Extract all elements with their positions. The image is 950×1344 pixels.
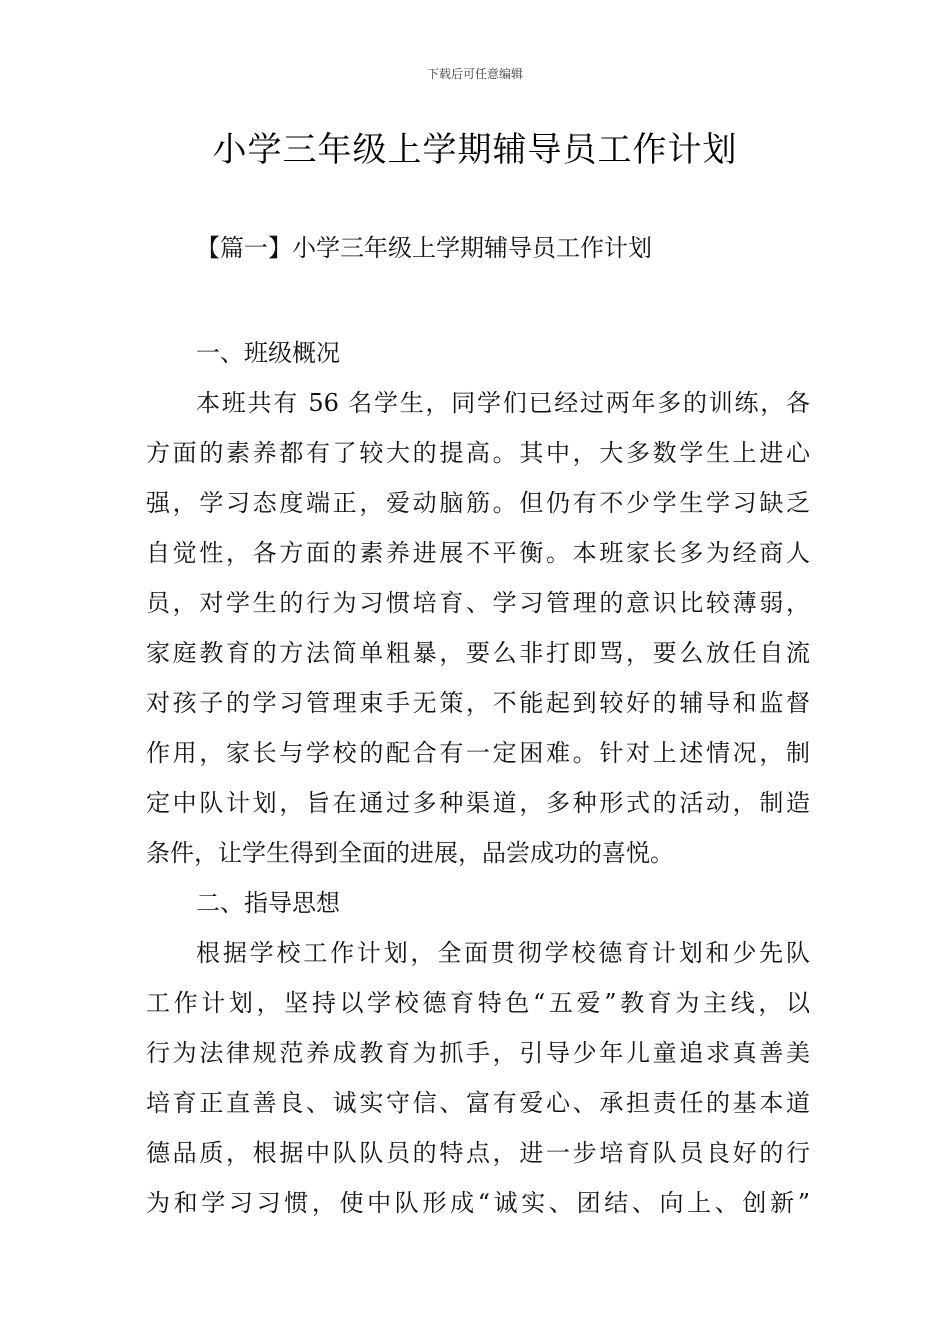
body-line: 德品质，根据中队队员的特点，进一步培育队员良好的行 — [146, 1139, 810, 1167]
body-text — [146, 328, 810, 1228]
body-line: 定中队计划，旨在通过多种渠道，多种形式的活动，制造 — [146, 789, 810, 817]
section-title: 【篇一】小学三年级上学期辅导员工作计划 — [196, 234, 652, 262]
document-title: 小学三年级上学期辅导员工作计划 — [212, 130, 738, 170]
body-line: 自觉性，各方面的素养进展不平衡。本班家长多为经商人 — [146, 539, 810, 567]
body-line: 一、班级概况 — [196, 339, 340, 367]
body-line: 根据学校工作计划，全面贯彻学校德育计划和少先队 — [196, 939, 810, 967]
body-line: 行为法律规范养成教育为抓手，引导少年儿童追求真善美 — [146, 1039, 810, 1067]
body-line: 条件，让学生得到全面的进展，品尝成功的喜悦。 — [146, 839, 674, 867]
body-line: 对孩子的学习管理束手无策，不能起到较好的辅导和监督 — [146, 689, 810, 717]
body-line: 本班共有 56 名学生，同学们已经过两年多的训练，各 — [196, 389, 810, 417]
body-line: 作用，家长与学校的配合有一定困难。针对上述情况，制 — [146, 739, 810, 767]
body-line: 家庭教育的方法简单粗暴，要么非打即骂，要么放任自流 — [146, 639, 810, 667]
body-line: 员，对学生的行为习惯培育、学习管理的意识比较薄弱， — [146, 589, 810, 617]
page-header-note: 下载后可任意编辑 — [426, 67, 523, 81]
body-line: 方面的素养都有了较大的提高。其中，大多数学生上进心 — [146, 439, 810, 467]
body-line: 强，学习态度端正，爱动脑筋。但仍有不少学生学习缺乏 — [146, 489, 810, 517]
body-line: 为和学习习惯，使中队形成“诚实、团结、向上、创新” — [146, 1189, 810, 1217]
body-line: 培育正直善良、诚实守信、富有爱心、承担责任的基本道 — [146, 1089, 810, 1117]
body-line: 工作计划，坚持以学校德育特色“五爱”教育为主线，以 — [146, 989, 810, 1017]
body-line: 二、指导思想 — [196, 889, 340, 917]
